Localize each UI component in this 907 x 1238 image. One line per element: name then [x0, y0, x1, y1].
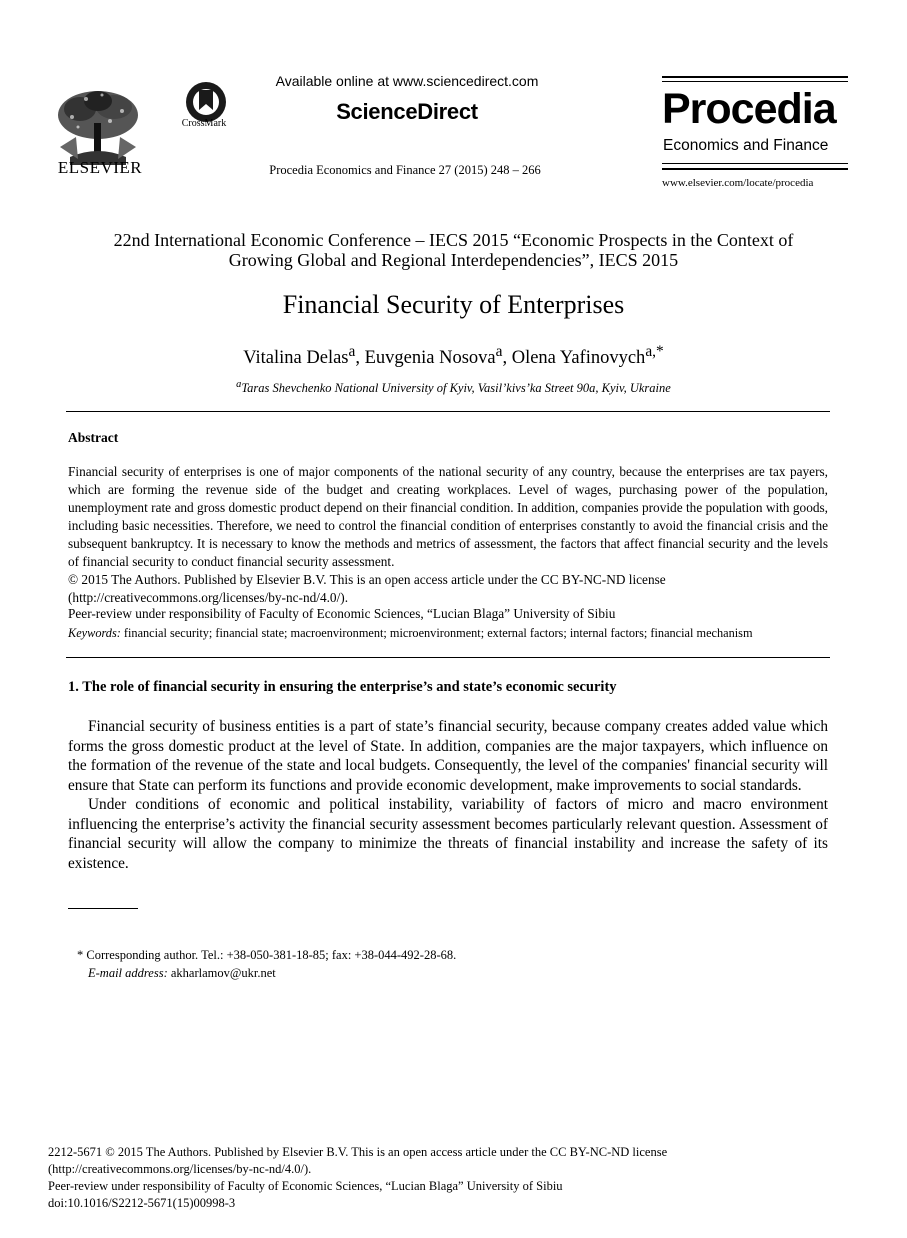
abstract-license-link[interactable]: (http://creativecommons.org/licenses/by-nc-nd/4.0/). [68, 590, 349, 605]
procedia-mid-rule-thick [662, 168, 848, 170]
available-online[interactable]: Available online at www.sciencedirect.com [275, 73, 539, 89]
journal-reference: Procedia Economics and Finance 27 (2015) 248 – 266 [269, 163, 541, 177]
author-2: Euvgenia Nosova [364, 348, 496, 369]
author-sep-1: , [355, 348, 365, 369]
abstract-peer-review: Peer-review under responsibility of Faculty of Economic Sciences, “Lucian Blaga” University of Sibiu [68, 606, 616, 621]
affiliation [60, 379, 847, 396]
conference-name [60, 230, 847, 270]
procedia-subtitle: Economics and Finance [663, 137, 829, 154]
paper-title: Financial Security of Enterprises [282, 290, 625, 319]
procedia-top-rule [662, 76, 848, 78]
author-1: Vitalina Delas [243, 348, 349, 369]
author-3-sup: a,* [645, 343, 664, 360]
section-1-body [68, 717, 828, 873]
corresponding-author: * Corresponding author. Tel.: +38-050-381-18-85; fax: +38-044-492-28-68. [77, 948, 457, 962]
footer-copyright: 2212-5671 © 2015 The Authors. Published by Elsevier B.V. This is an open access article under the CC BY-NC-ND license [48, 1145, 668, 1159]
procedia-url[interactable]: www.elsevier.com/locate/procedia [662, 177, 814, 189]
procedia-title: Procedia [662, 85, 836, 133]
author-2-sup: a [495, 343, 503, 360]
paragraph-2: Under conditions of economic and political instability, variability of factors of micro and macro environment influencing the enterprise’s activity the financial security assessment becomes particularly relevant question. Assessment of financial security will allow the company to minimize the threats of financial instability and increase the safety of its existence. [68, 796, 828, 872]
publisher-name: ELSEVIER [57, 158, 143, 177]
author-sep-2: , [502, 348, 512, 369]
authors [60, 343, 847, 369]
footer-peer-review: Peer-review under responsibility of Faculty of Economic Sciences, “Lucian Blaga” University of Sibiu [48, 1179, 563, 1193]
email-line [88, 966, 276, 981]
paragraph-1: Financial security of business entities is a part of state’s financial security, because company creates added value which forms the gross domestic product at the level of State. In addition, companies are the major taxpayers, which influence on the formation of the revenue of the state and local budgets. Consequently, the level of the companies' financial security will ensure that State can perform its functions and provide economic development, make improvements to social standards. [68, 718, 828, 794]
affiliation-sup: a [236, 379, 242, 390]
conference-line-1: 22nd International Economic Conference – IECS 2015 “Economic Prospects in the Context of [113, 230, 794, 250]
footer-doi[interactable]: doi:10.1016/S2212-5671(15)00998-3 [48, 1196, 236, 1210]
footnote-rule [68, 908, 138, 909]
footer-license-link[interactable]: (http://creativecommons.org/licenses/by-nc-nd/4.0/). [48, 1162, 312, 1176]
keywords-label: Keywords: [68, 626, 121, 640]
procedia-mid-rule [662, 163, 848, 164]
affiliation-text: Taras Shevchenko National University of Kyiv, Vasil’kivs’ka Street 90a, Kyiv, Ukraine [241, 381, 671, 396]
abstract-bottom-rule [66, 657, 830, 658]
keywords-list: financial security; financial state; macroenvironment; microenvironment; external factors; internal factors; financial mechanism [123, 626, 753, 640]
sciencedirect-brand: ScienceDirect [336, 99, 478, 124]
section-1-heading: 1. The role of financial security in ensuring the enterprise’s and state’s economic security [68, 679, 617, 695]
abstract-top-rule [66, 411, 830, 412]
author-1-sup: a [348, 343, 356, 360]
email-address[interactable]: akharlamov@ukr.net [170, 966, 276, 980]
conference-line-2: Growing Global and Regional Interdependencies”, IECS 2015 [228, 250, 679, 270]
abstract-copyright: © 2015 The Authors. Published by Elsevier B.V. This is an open access article under the CC BY-NC-ND license [68, 572, 666, 587]
crossmark-label: CrossMark [181, 118, 227, 129]
email-label: E-mail address: [88, 966, 168, 980]
procedia-top-rule-thin [662, 81, 848, 82]
author-3: Olena Yafinovych [511, 348, 646, 369]
abstract-body: Financial security of enterprises is one of major components of the national security of any country, because the enterprises are tax payers, which are forming the revenue side of the budget and creating workplaces. Level of wages, purchasing power of the population, unemployment rate and gross domestic product depend on their financial condition. In addition, companies provide the population with goods, including basic necessities. Therefore, we need to control the financial condition of enterprises constantly to avoid the financial crisis and the subsequent bankruptcy. It is necessary to know the methods and metrics of assessment, the factors that affect financial security and the levels of financial security to conduct financial security assessment. [68, 464, 828, 569]
keywords [68, 626, 830, 641]
abstract-heading: Abstract [68, 430, 119, 445]
